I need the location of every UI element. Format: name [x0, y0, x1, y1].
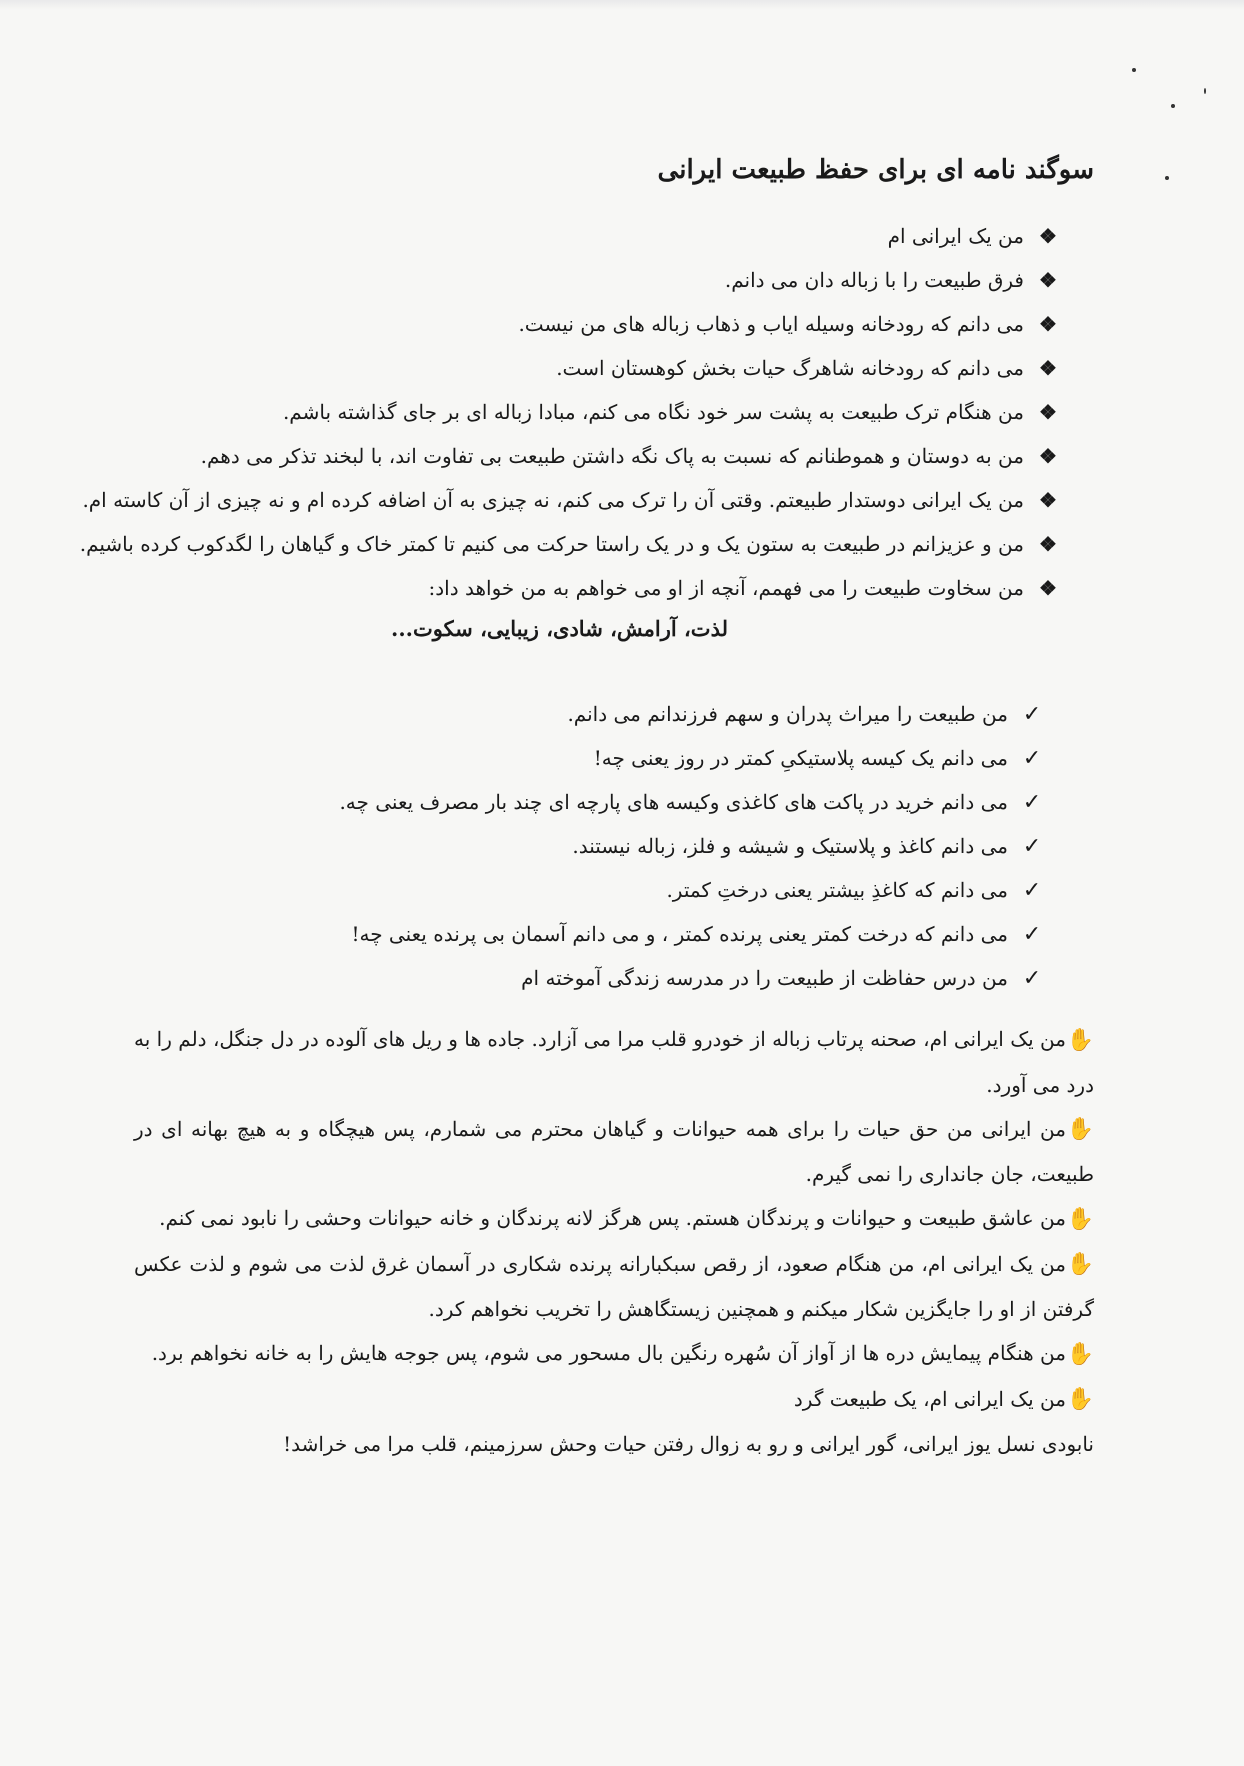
- list-item: [62, 478, 1062, 522]
- paragraph-text: من یک ایرانی ام، صحنه پرتاب زباله از خودرو قلب مرا می آزارد. جاده ها و ریل های آلوده در دل جنگل، دلم را به درد می آورد.: [134, 1027, 1094, 1097]
- list-item-text: می دانم کاغذ و پلاستیک و شیشه و فلز، زباله نیستند.: [572, 834, 1008, 858]
- page-title: سوگند نامه ای برای حفظ طبیعت ایرانی: [657, 155, 1094, 185]
- list-item: [62, 434, 1062, 478]
- check-mark-icon: ✓: [1022, 877, 1042, 903]
- list-item: [62, 390, 1062, 434]
- four-diamond-bullet-icon: ❖: [1039, 268, 1057, 292]
- paragraph: [134, 1017, 1094, 1107]
- knowledge-list: [146, 692, 1046, 1000]
- hand-icon: ✋: [1066, 1387, 1094, 1412]
- pledge-list: [62, 214, 1062, 610]
- four-diamond-bullet-icon: ❖: [1039, 400, 1057, 424]
- list-item-text: من سخاوت طبیعت را می فهمم، آنچه از او می خواهم به من خواهد داد:: [428, 576, 1024, 600]
- list-item-text: می دانم که رودخانه شاهرگ حیات بخش کوهستان است.: [556, 356, 1024, 380]
- scan-speck: [1165, 176, 1169, 180]
- check-mark-icon: ✓: [1022, 965, 1042, 991]
- hand-icon: ✋: [1066, 1027, 1094, 1053]
- list-item: [146, 824, 1046, 868]
- list-item: [62, 302, 1062, 346]
- four-diamond-bullet-icon: ❖: [1039, 488, 1057, 512]
- hand-icon: ✋: [1066, 1252, 1094, 1277]
- paragraph: [134, 1107, 1094, 1197]
- list-item: [62, 346, 1062, 390]
- list-item: [62, 214, 1062, 258]
- scan-speck: [1171, 104, 1175, 108]
- closing-line: نابودی نسل یوز ایرانی، گور ایرانی و رو به زوال رفتن حیات وحش سرزمینم، قلب مرا می خراشد!: [283, 1432, 1094, 1456]
- scan-speck: [1132, 68, 1136, 72]
- list-item-text: فرق طبیعت را با زباله دان می دانم.: [724, 268, 1024, 292]
- list-item-text: می دانم خرید در پاکت های کاغذی وکیسه های پارچه ای چند بار مصرف یعنی چه.: [339, 790, 1008, 814]
- list-item: [146, 736, 1046, 780]
- paragraph-text: من ایرانی من حق حیات را برای همه حیوانات و گیاهان محترم می شمارم، پس هیچگاه و به هیچ بهانه ای در طبیعت، جان جانداری را نمی گیرم.: [134, 1116, 1094, 1186]
- list-item: [146, 868, 1046, 912]
- hand-icon: ✋: [1066, 1117, 1094, 1142]
- four-diamond-bullet-icon: ❖: [1039, 576, 1057, 600]
- list-item: [146, 912, 1046, 956]
- subheading: لذت، آرامش، شادی، زیبایی، سکوت...: [391, 616, 728, 641]
- four-diamond-bullet-icon: ❖: [1039, 312, 1057, 336]
- pledge-paragraphs: [134, 1017, 1094, 1466]
- hand-icon: ✋: [1066, 1341, 1094, 1367]
- paragraph: [134, 1196, 1094, 1242]
- hand-icon: ✋: [1066, 1206, 1094, 1232]
- list-item-text: می دانم که کاغذِ بیشتر یعنی درختِ کمتر.: [666, 878, 1008, 902]
- four-diamond-bullet-icon: ❖: [1039, 444, 1057, 468]
- list-item-text: می دانم یک کیسه پلاستیکیِ کمتر در روز یعنی چه!: [593, 746, 1008, 770]
- list-item: [146, 780, 1046, 824]
- list-item-text: می دانم که رودخانه وسیله ایاب و ذهاب زباله های من نیست.: [518, 312, 1024, 336]
- list-item: [62, 566, 1062, 610]
- paragraph-text: من یک ایرانی ام، من هنگام صعود، از رقص سبکبارانه پرنده شکاری در آسمان غرق لذت می شوم و لذت عکس گرفتن از او را جایگزین شکار میکنم و همچنین زیستگاهش را تخریب نخواهم کرد.: [134, 1251, 1094, 1321]
- list-item-text: من یک ایرانی ام: [887, 224, 1024, 248]
- list-item-text: من طبیعت را میراث پدران و سهم فرزندانم می دانم.: [567, 702, 1008, 726]
- list-item: [62, 258, 1062, 302]
- list-item-text: من به دوستان و هموطنانم که نسبت به پاک نگه داشتن طبیعت بی تفاوت اند، با لبخند تذکر می دهم.: [200, 444, 1024, 468]
- scan-edge: [0, 0, 1244, 10]
- list-item: [146, 692, 1046, 736]
- scan-speck: [1204, 88, 1206, 94]
- check-mark-icon: ✓: [1022, 789, 1042, 815]
- list-item-text: من یک ایرانی دوستدار طبیعتم. وقتی آن را ترک می کنم، نه چیزی به آن اضافه کرده ام و نه چیزی از آن کاسته ام.: [82, 488, 1024, 512]
- paragraph: [134, 1331, 1094, 1377]
- list-item: [146, 956, 1046, 1000]
- paragraph: [134, 1242, 1094, 1332]
- list-item-text: من درس حفاظت از طبیعت را در مدرسه زندگی آموخته ام: [521, 966, 1008, 990]
- paragraph-text: من هنگام پیمایش دره ها از آواز آن سُهره رنگین بال مسحور می شوم، پس جوجه هایش را به خانه نخواهم برد.: [151, 1341, 1066, 1365]
- paragraph-text: من یک ایرانی ام، یک طبیعت گرد: [793, 1386, 1066, 1411]
- list-item-text: می دانم که درخت کمتر یعنی پرنده کمتر ، و می دانم آسمان بی پرنده یعنی چه!: [351, 922, 1008, 946]
- list-item-text: من هنگام ترک طبیعت به پشت سر خود نگاه می کنم، مبادا زباله ای بر جای گذاشته باشم.: [282, 400, 1024, 424]
- four-diamond-bullet-icon: ❖: [1039, 356, 1057, 380]
- check-mark-icon: ✓: [1022, 833, 1042, 859]
- four-diamond-bullet-icon: ❖: [1039, 224, 1057, 248]
- list-item: [62, 522, 1062, 566]
- paragraph-text: من عاشق طبیعت و حیوانات و پرندگان هستم. پس هرگز لانه پرندگان و خانه حیوانات وحشی را نابود نمی کنم.: [159, 1206, 1066, 1230]
- paragraph: [134, 1377, 1094, 1423]
- list-item-text: من و عزیزانم در طبیعت به ستون یک و در یک راستا حرکت می کنیم تا کمتر خاک و گیاهان را لگدکوب کرده باشیم.: [79, 532, 1024, 556]
- four-diamond-bullet-icon: ❖: [1039, 532, 1057, 556]
- check-mark-icon: ✓: [1022, 701, 1042, 727]
- check-mark-icon: ✓: [1022, 921, 1042, 947]
- check-mark-icon: ✓: [1022, 745, 1042, 771]
